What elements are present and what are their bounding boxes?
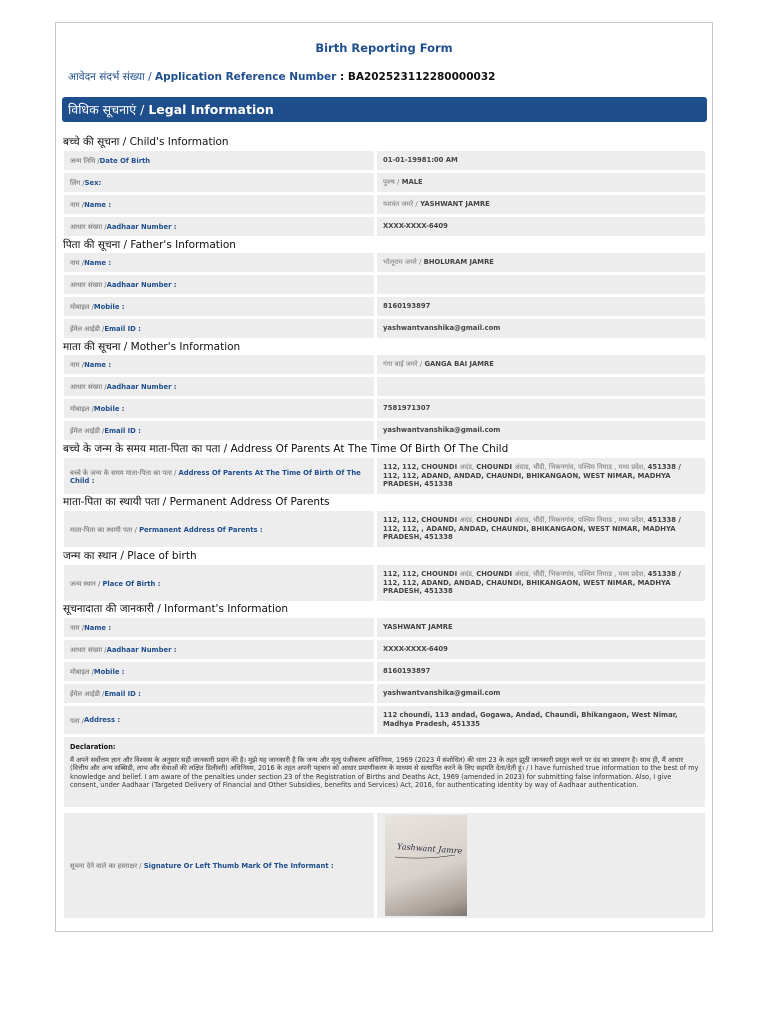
label-en: Permanent Address Of Parents : [139,525,263,534]
father-aadhaar-value [377,275,705,294]
signature-image [385,815,467,916]
label-en: Address : [83,716,121,724]
field-label [64,355,374,374]
field-label [64,684,374,703]
reference-label-hi: आवेदन संदर्भ संख्या / [68,71,155,83]
label-hi: माता-पिता का स्थायी पता / [70,525,140,534]
mother-email-row [64,421,705,440]
mother-mobile-value: 7581971307 [377,399,705,418]
label-en: Name : [84,200,112,209]
field-label [64,377,374,396]
father-email-value: yashwantvanshika@gmail.com [377,319,705,338]
place-of-birth-row [64,565,705,601]
label-hi: सूचना देने वाले का हस्ताक्षर / [70,862,144,870]
child-dob-value: 01-01-19981:00 AM [377,151,705,170]
value-en: YASHWANT JAMRE [420,200,490,209]
informant-mobile-value: 8160193897 [377,662,705,681]
informant-aadhaar-value: XXXX-XXXX-6409 [377,640,705,659]
label-hi: मोबाइल / [70,405,94,413]
reference-number: BA202523112280000032 [347,71,496,83]
signature-scribble [385,815,467,916]
value-hi: भोलूराम जमरे / [383,258,422,267]
permanent-address-value [377,511,705,547]
signature-row [64,813,705,918]
label-hi: आधार संख्या / [70,383,107,391]
value-hi: पुरुष / [383,178,400,187]
child-aadhaar-row [64,217,705,236]
field-label [64,151,374,170]
label-en: Sex: [84,178,102,187]
value-en: MALE [401,178,423,187]
field-label [64,399,374,418]
father-aadhaar-row [64,275,705,294]
label-hi: नाम / [70,624,85,632]
informant-name-value: YASHWANT JAMRE [377,618,705,637]
banner-en: Legal Information [148,102,274,117]
label-hi: जन्म तिथि / [70,157,100,165]
value-hi: अदंड, [459,515,477,524]
form-page [55,22,713,932]
value-hi: अदंड, [459,569,477,578]
label-hi: नाम / [70,259,85,267]
address-at-birth-value [377,458,705,494]
declaration-title: Declaration: [70,743,116,751]
father-name-value [377,253,705,272]
label-hi: लिंग / [70,179,85,187]
value-part: 451338 / 112, 112, , ADAND, ANDAD, CHAUNDI, BHIKANGAON, WEST NIMAR, MADHYA PRADESH, 451338 [383,515,681,542]
signature-cell [377,813,705,918]
value-part: 112, 112, CHOUNDI [383,569,460,578]
signature-handwriting: Yashwant Jamre [396,842,463,856]
label-en: Name : [84,623,112,632]
field-label [64,662,374,681]
value-hi: अंदाड, चौंदी, भिकनगांव, पश्चिम निमाड , मध्य प्रदेश, [514,515,648,524]
label-hi: आधार संख्या / [70,646,107,654]
label-hi: जन्म स्थान / [70,579,103,588]
father-info-heading: पिता की सूचना / Father's Information [63,239,236,251]
value-part: CHOUNDI [476,569,515,578]
mother-name-row [64,355,705,374]
field-label [64,421,374,440]
place-of-birth-heading: जन्म का स्थान / Place of birth [63,550,197,562]
father-mobile-row [64,297,705,316]
label-en: Place Of Birth : [102,579,161,588]
child-name-row [64,195,705,214]
informant-address-value: 112 choundi, 113 andad, Gogawa, Andad, Chaundi, Bhikangaon, West Nimar, Madhya Pradesh, 451335 [377,706,705,734]
address-at-birth-heading: बच्चे के जन्म के समय माता-पिता का पता / Address Of Parents At The Time Of Birth Of The Child [63,443,509,455]
legal-information-banner [62,97,707,122]
value-en: GANGA BAI JAMRE [424,360,494,369]
child-sex-value [377,173,705,192]
field-label [64,297,374,316]
value-hi: अंदाड, चौंदी, भिकनगांव, पश्चिम निमाड , मध्य प्रदेश, [514,569,648,578]
value-part: 112, 112, CHOUNDI [383,462,460,471]
value-part: 112, 112, CHOUNDI [383,515,460,524]
label-en: Mobile : [93,404,125,413]
declaration-text: मैं अपने सर्वोत्तम ज्ञान और विश्वास के अनुसार सही जानकारी प्रदान की है। मुझे यह जानकारी है कि जन्म और मृत्यु पंजीकरण अधिनियम, 1969 (2023 में संशोधित) की धारा 23 के तहत झूठी जानकारी प्रस्तुत करने पर दंड का प्रावधान है। साथ ही, मैं आधार (वित्तीय और अन्य सब्सिडी, लाभ और सेवाओं की लक्षित डिलीवरी) अधिनियम, 2016 के तहत अपनी पहचान को आधार प्रमाणीकरण के माध्यम से सत्यापित करने के लिए सहमति देता/देती हूं। / I have furnished true information to the best of my knowledge and belief. I am aware of the penalties under section 23 of the Registration of Births and Deaths Act, 1969 (amended in 2023) for submitting false information. Also, I give consent, under Aadhaar (Targeted Delivery of Financial and Other Subsidies, benefits and Services) Act, 2016, for authenticating identity by way of Aadhaar authentication. [70,755,699,790]
banner-hi: विधिक सूचनाएं / [68,102,149,117]
value-part: 451338 / 112, 112, ADAND, ANDAD, CHAUNDI, BHIKANGAON, WEST NIMAR, MADHYA PRADESH, 451338 [383,462,681,489]
field-label [64,173,374,192]
label-en: Name : [84,258,112,267]
reference-separator: : [336,71,348,83]
value-hi: गंगा बाई जमरे / [383,360,423,369]
field-label [64,618,374,637]
field-label [64,706,374,734]
label-en: Aadhaar Number : [106,222,177,231]
label-hi: बच्चे के जन्म के समय माता-पिता का पता / [70,468,179,477]
field-label [64,275,374,294]
label-en: Name : [84,360,112,369]
label-hi: ईमेल आईडी / [70,325,105,333]
child-dob-row [64,151,705,170]
mother-name-value [377,355,705,374]
mother-aadhaar-value [377,377,705,396]
field-label [64,217,374,236]
child-name-value [377,195,705,214]
application-reference [68,70,495,84]
label-hi: आधार संख्या / [70,281,107,289]
informant-mobile-row [64,662,705,681]
informant-name-row [64,618,705,637]
label-hi: पता / [70,716,84,725]
label-en: Email ID : [104,689,141,698]
label-en: Address Of Parents At The Time Of Birth Of The Child : [70,468,361,485]
label-hi: मोबाइल / [70,303,94,311]
permanent-address-heading: माता-पिता का स्थायी पता / Permanent Address Of Parents [63,496,330,508]
form-title: Birth Reporting Form [315,41,453,55]
informant-email-row [64,684,705,703]
label-hi: मोबाइल / [70,668,94,676]
child-sex-row [64,173,705,192]
father-email-row [64,319,705,338]
label-hi: ईमेल आईडी / [70,690,105,698]
child-info-heading: बच्चे की सूचना / Child's Information [63,136,229,148]
value-part: CHOUNDI [476,462,515,471]
value-hi: अंदाड, चौंदी, भिकनगांव, पश्चिम निमाड , मध्य प्रदेश, [514,462,648,471]
field-label [64,565,374,601]
signature-label [64,813,374,918]
informant-aadhaar-row [64,640,705,659]
mother-info-heading: माता की सूचना / Mother's Information [63,341,241,353]
mother-email-value: yashwantvanshika@gmail.com [377,421,705,440]
label-en: Email ID : [104,324,141,333]
reference-label-en: Application Reference Number [154,71,337,83]
permanent-address-row [64,511,705,547]
informant-info-heading: सूचनादाता की जानकारी / Informant's Information [63,603,289,615]
field-label [64,253,374,272]
value-part: CHOUNDI [476,515,515,524]
field-label [64,195,374,214]
father-name-row [64,253,705,272]
mother-mobile-row [64,399,705,418]
informant-email-value: yashwantvanshika@gmail.com [377,684,705,703]
value-en: BHOLURAM JAMRE [423,258,494,267]
label-en: Aadhaar Number : [106,382,177,391]
address-at-birth-row [64,458,705,494]
label-en: Signature Or Left Thumb Mark Of The Informant : [143,862,334,870]
child-aadhaar-value: XXXX-XXXX-6409 [377,217,705,236]
value-part: 451338 / 112, 112, ADAND, ANDAD, CHAUNDI, BHIKANGAON, WEST NIMAR, MADHYA PRADESH, 451338 [383,569,681,596]
declaration-box [64,737,705,807]
label-en: Mobile : [93,302,125,311]
label-hi: आधार संख्या / [70,223,107,231]
place-of-birth-value [377,565,705,601]
label-en: Aadhaar Number : [106,280,177,289]
label-en: Date Of Birth [99,156,151,165]
label-en: Aadhaar Number : [106,645,177,654]
father-mobile-value: 8160193897 [377,297,705,316]
label-hi: नाम / [70,361,85,369]
field-label [64,319,374,338]
label-en: Email ID : [104,426,141,435]
field-label [64,511,374,547]
field-label [64,458,374,494]
value-hi: अदंड, [459,462,477,471]
signature-underline [395,855,455,858]
value-hi: यशवंत जमरे / [383,200,418,209]
label-hi: ईमेल आईडी / [70,427,105,435]
mother-aadhaar-row [64,377,705,396]
label-hi: नाम / [70,201,85,209]
informant-address-row [64,706,705,734]
label-en: Mobile : [93,667,125,676]
field-label [64,640,374,659]
